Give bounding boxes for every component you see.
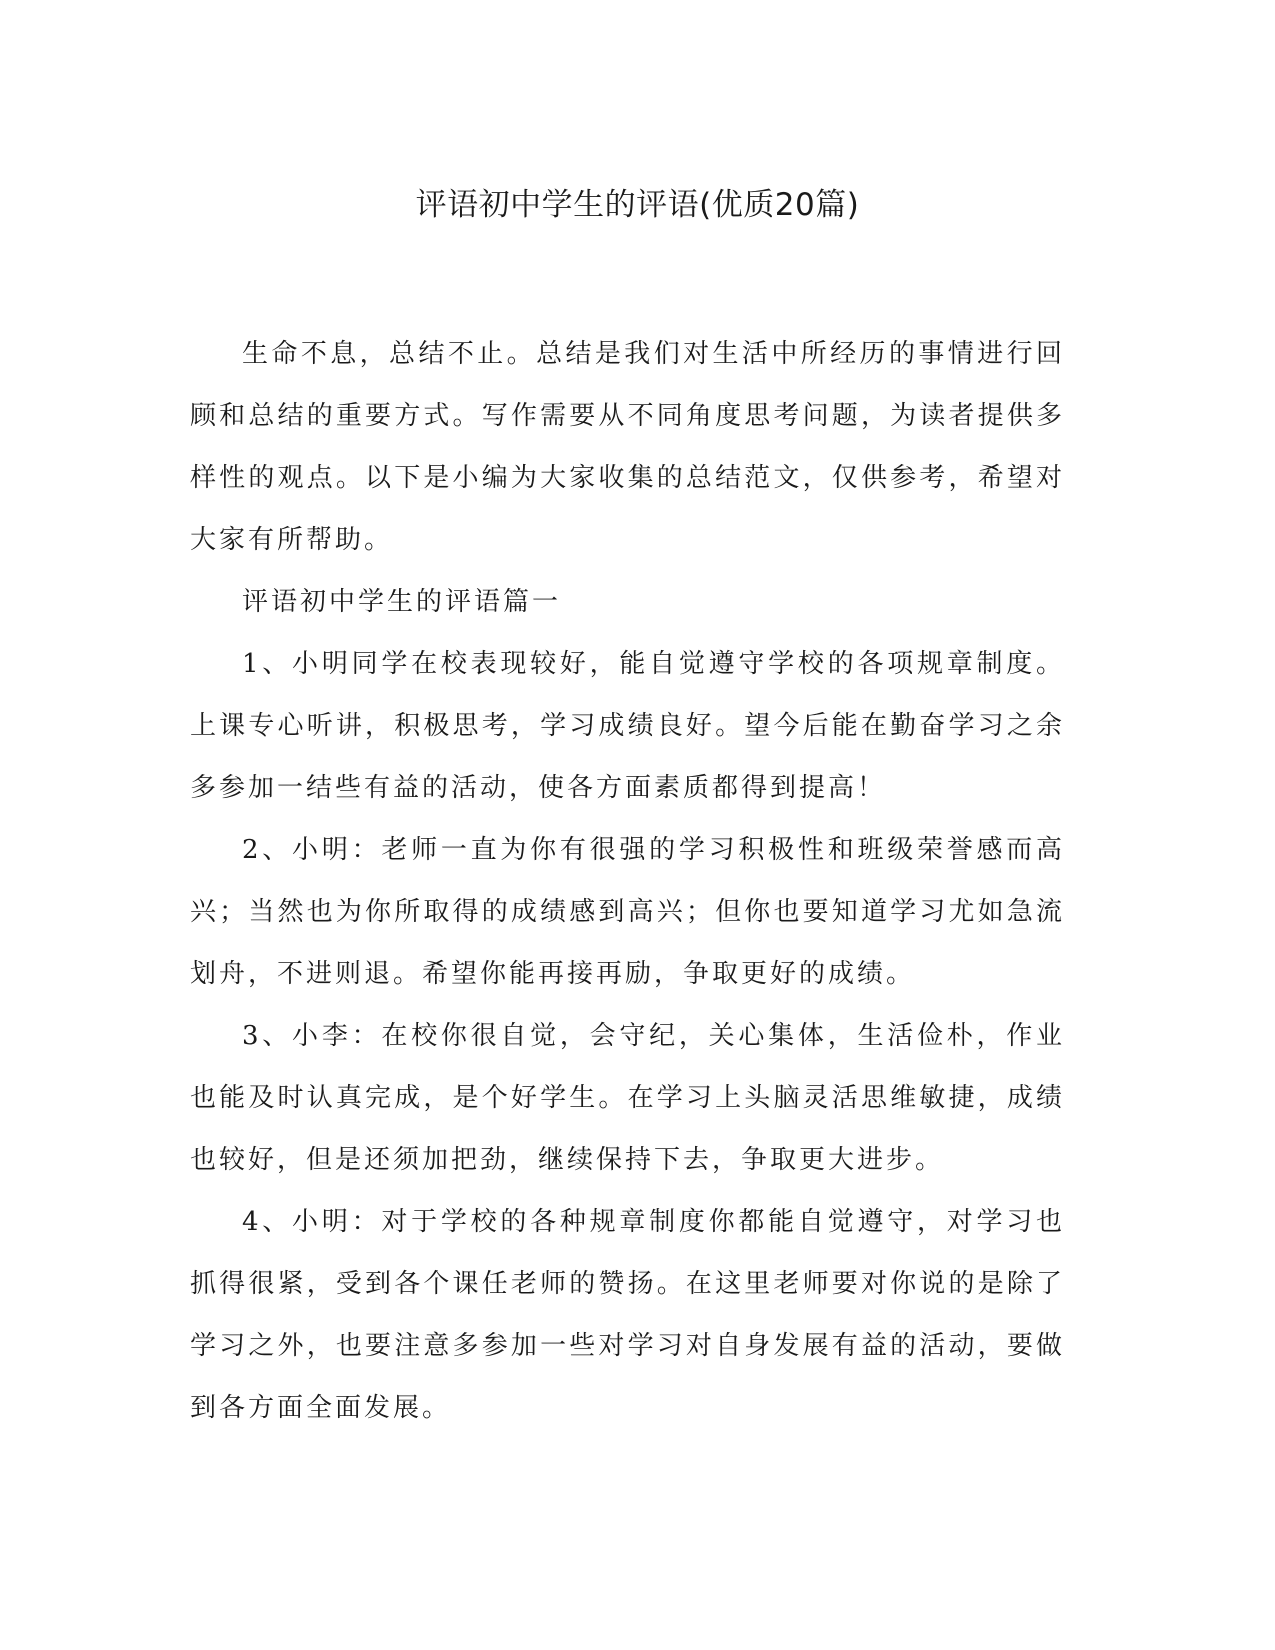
document-body xyxy=(190,323,1065,1439)
comment-paragraph-3: 3、小李：在校你很自觉，会守纪，关心集体，生活俭朴，作业也能及时认真完成，是个好学生。在学习上头脑灵活思维敏捷，成绩也较好，但是还须加把劲，继续保持下去，争取更大进步。 xyxy=(190,1021,1065,1175)
comment-paragraph-1: 1、小明同学在校表现较好，能自觉遵守学校的各项规章制度。上课专心听讲，积极思考，学习成绩良好。望今后能在勤奋学习之余多参加一结些有益的活动，使各方面素质都得到提高！ xyxy=(190,649,1065,803)
intro-paragraph: 生命不息，总结不止。总结是我们对生活中所经历的事情进行回顾和总结的重要方式。写作需要从不同角度思考问题，为读者提供多样性的观点。以下是小编为大家收集的总结范文，仅供参考，希望对大家有所帮助。 xyxy=(190,339,1065,555)
comment-paragraph-2: 2、小明：老师一直为你有很强的学习积极性和班级荣誉感而高兴；当然也为你所取得的成绩感到高兴；但你也要知道学习尤如急流划舟，不进则退。希望你能再接再励，争取更好的成绩。 xyxy=(190,835,1065,989)
section-heading: 评语初中学生的评语篇一 xyxy=(242,587,562,617)
document-title: 评语初中学生的评语(优质20篇) xyxy=(415,187,860,223)
comment-paragraph-4: 4、小明：对于学校的各种规章制度你都能自觉遵守，对学习也抓得很紧，受到各个课任老师的赞扬。在这里老师要对你说的是除了学习之外，也要注意多参加一些对学习对自身发展有益的活动，要做到各方面全面发展。 xyxy=(190,1207,1065,1423)
